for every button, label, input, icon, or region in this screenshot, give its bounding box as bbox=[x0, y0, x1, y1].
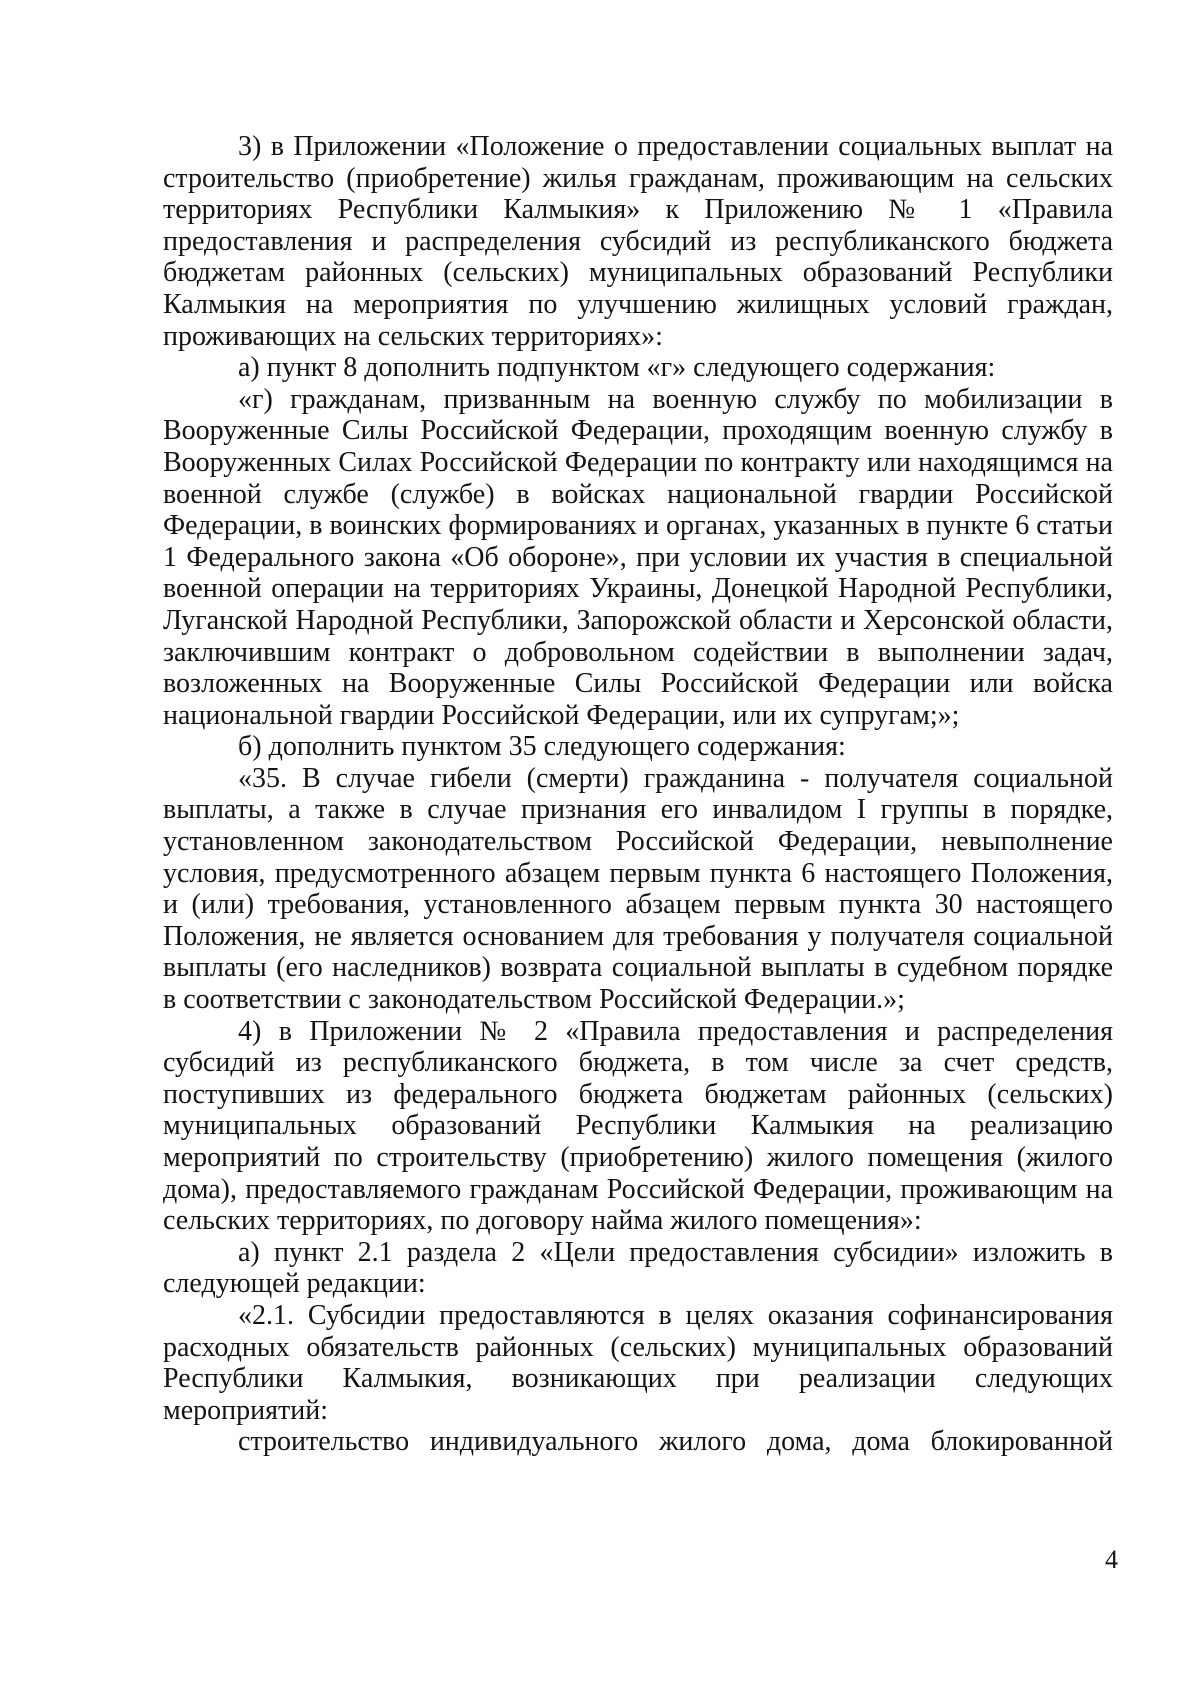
paragraph-subitem-a: а) пункт 8 дополнить подпунктом «г» следующего содержания: bbox=[238, 352, 996, 384]
paragraph-item-3: 3) в Приложении «Положение о предоставлении социальных выплат на строительство (приобретение) жилья гражданам, проживающим на сельских территориях Республики Калмыкия» к Приложению № 1 «Правила предоставления и распределения субсидий из республиканского бюджета бюджетам районных (сельских) муниципальных образований Республики Калмыкия на мероприятия по улучшению жилищных условий граждан, проживающих на сельских территориях»: bbox=[163, 131, 1113, 352]
paragraph-item-4: 4) в Приложении № 2 «Правила предоставления и распределения субсидий из республиканского бюджета, в том числе за счет средств, поступивших из федерального бюджета бюджетам районных (сельских) муниципальных образований Республики Калмыкия на реализацию мероприятий по строительству (приобретению) жилого помещения (жилого дома), предоставляемого гражданам Российской Федерации, проживающим на сельских территориях, по договору найма жилого помещения»: bbox=[163, 1015, 1113, 1237]
paragraph-subitem-b: б) дополнить пунктом 35 следующего содержания: bbox=[238, 731, 846, 763]
paragraph-last-line: строительство индивидуального жилого дома, дома блокированной bbox=[238, 1426, 1113, 1458]
paragraph-quote-2-1: «2.1. Субсидии предоставляются в целях оказания софинансирования расходных обязательств районных (сельских) муниципальных образований Республики Калмыкия, возникающих при реализации следующих мероприятий: bbox=[163, 1299, 1113, 1426]
paragraph-quote-35: «35. В случае гибели (смерти) гражданина - получателя социальной выплаты, а также в случае признания его инвалидом I группы в порядке, установленном законодательством Российской Федерации, невыполнение условия, предусмотренного абзацем первым пункта 6 настоящего Положения, и (или) требования, установленного абзацем первым пункта 30 настоящего Положения, не является основанием для требования у получателя социальной выплаты (его наследников) возврата социальной выплаты в судебном порядке в соответствии с законодательством Российской Федерации.»; bbox=[163, 762, 1113, 1016]
paragraph-quote-g: «г) гражданам, призванным на военную службу по мобилизации в Вооруженные Силы Российской Федерации, проходящим военную службу в Вооруженных Силах Российской Федерации по контракту или находящимся на военной службе (службе) в войсках национальной гвардии Российской Федерации, в воинских формированиях и органах, указанных в пункте 6 статьи 1 Федерального закона «Об обороне», при условии их участия в специальной военной операции на территориях Украины, Донецкой Народной Республики, Луганской Народной Республики, Запорожской области и Херсонской области, заключившим контракт о добровольном содействии в выполнении задач, возложенных на Вооруженные Силы Российской Федерации или войска национальной гвардии Российской Федерации, или их супругам;»; bbox=[163, 383, 1113, 731]
paragraph-subitem-a-2: а) пункт 2.1 раздела 2 «Цели предоставления субсидии» изложить в следующей редакции: bbox=[163, 1236, 1113, 1300]
document-body bbox=[163, 131, 1113, 1458]
page-number: 4 bbox=[1105, 1545, 1118, 1574]
